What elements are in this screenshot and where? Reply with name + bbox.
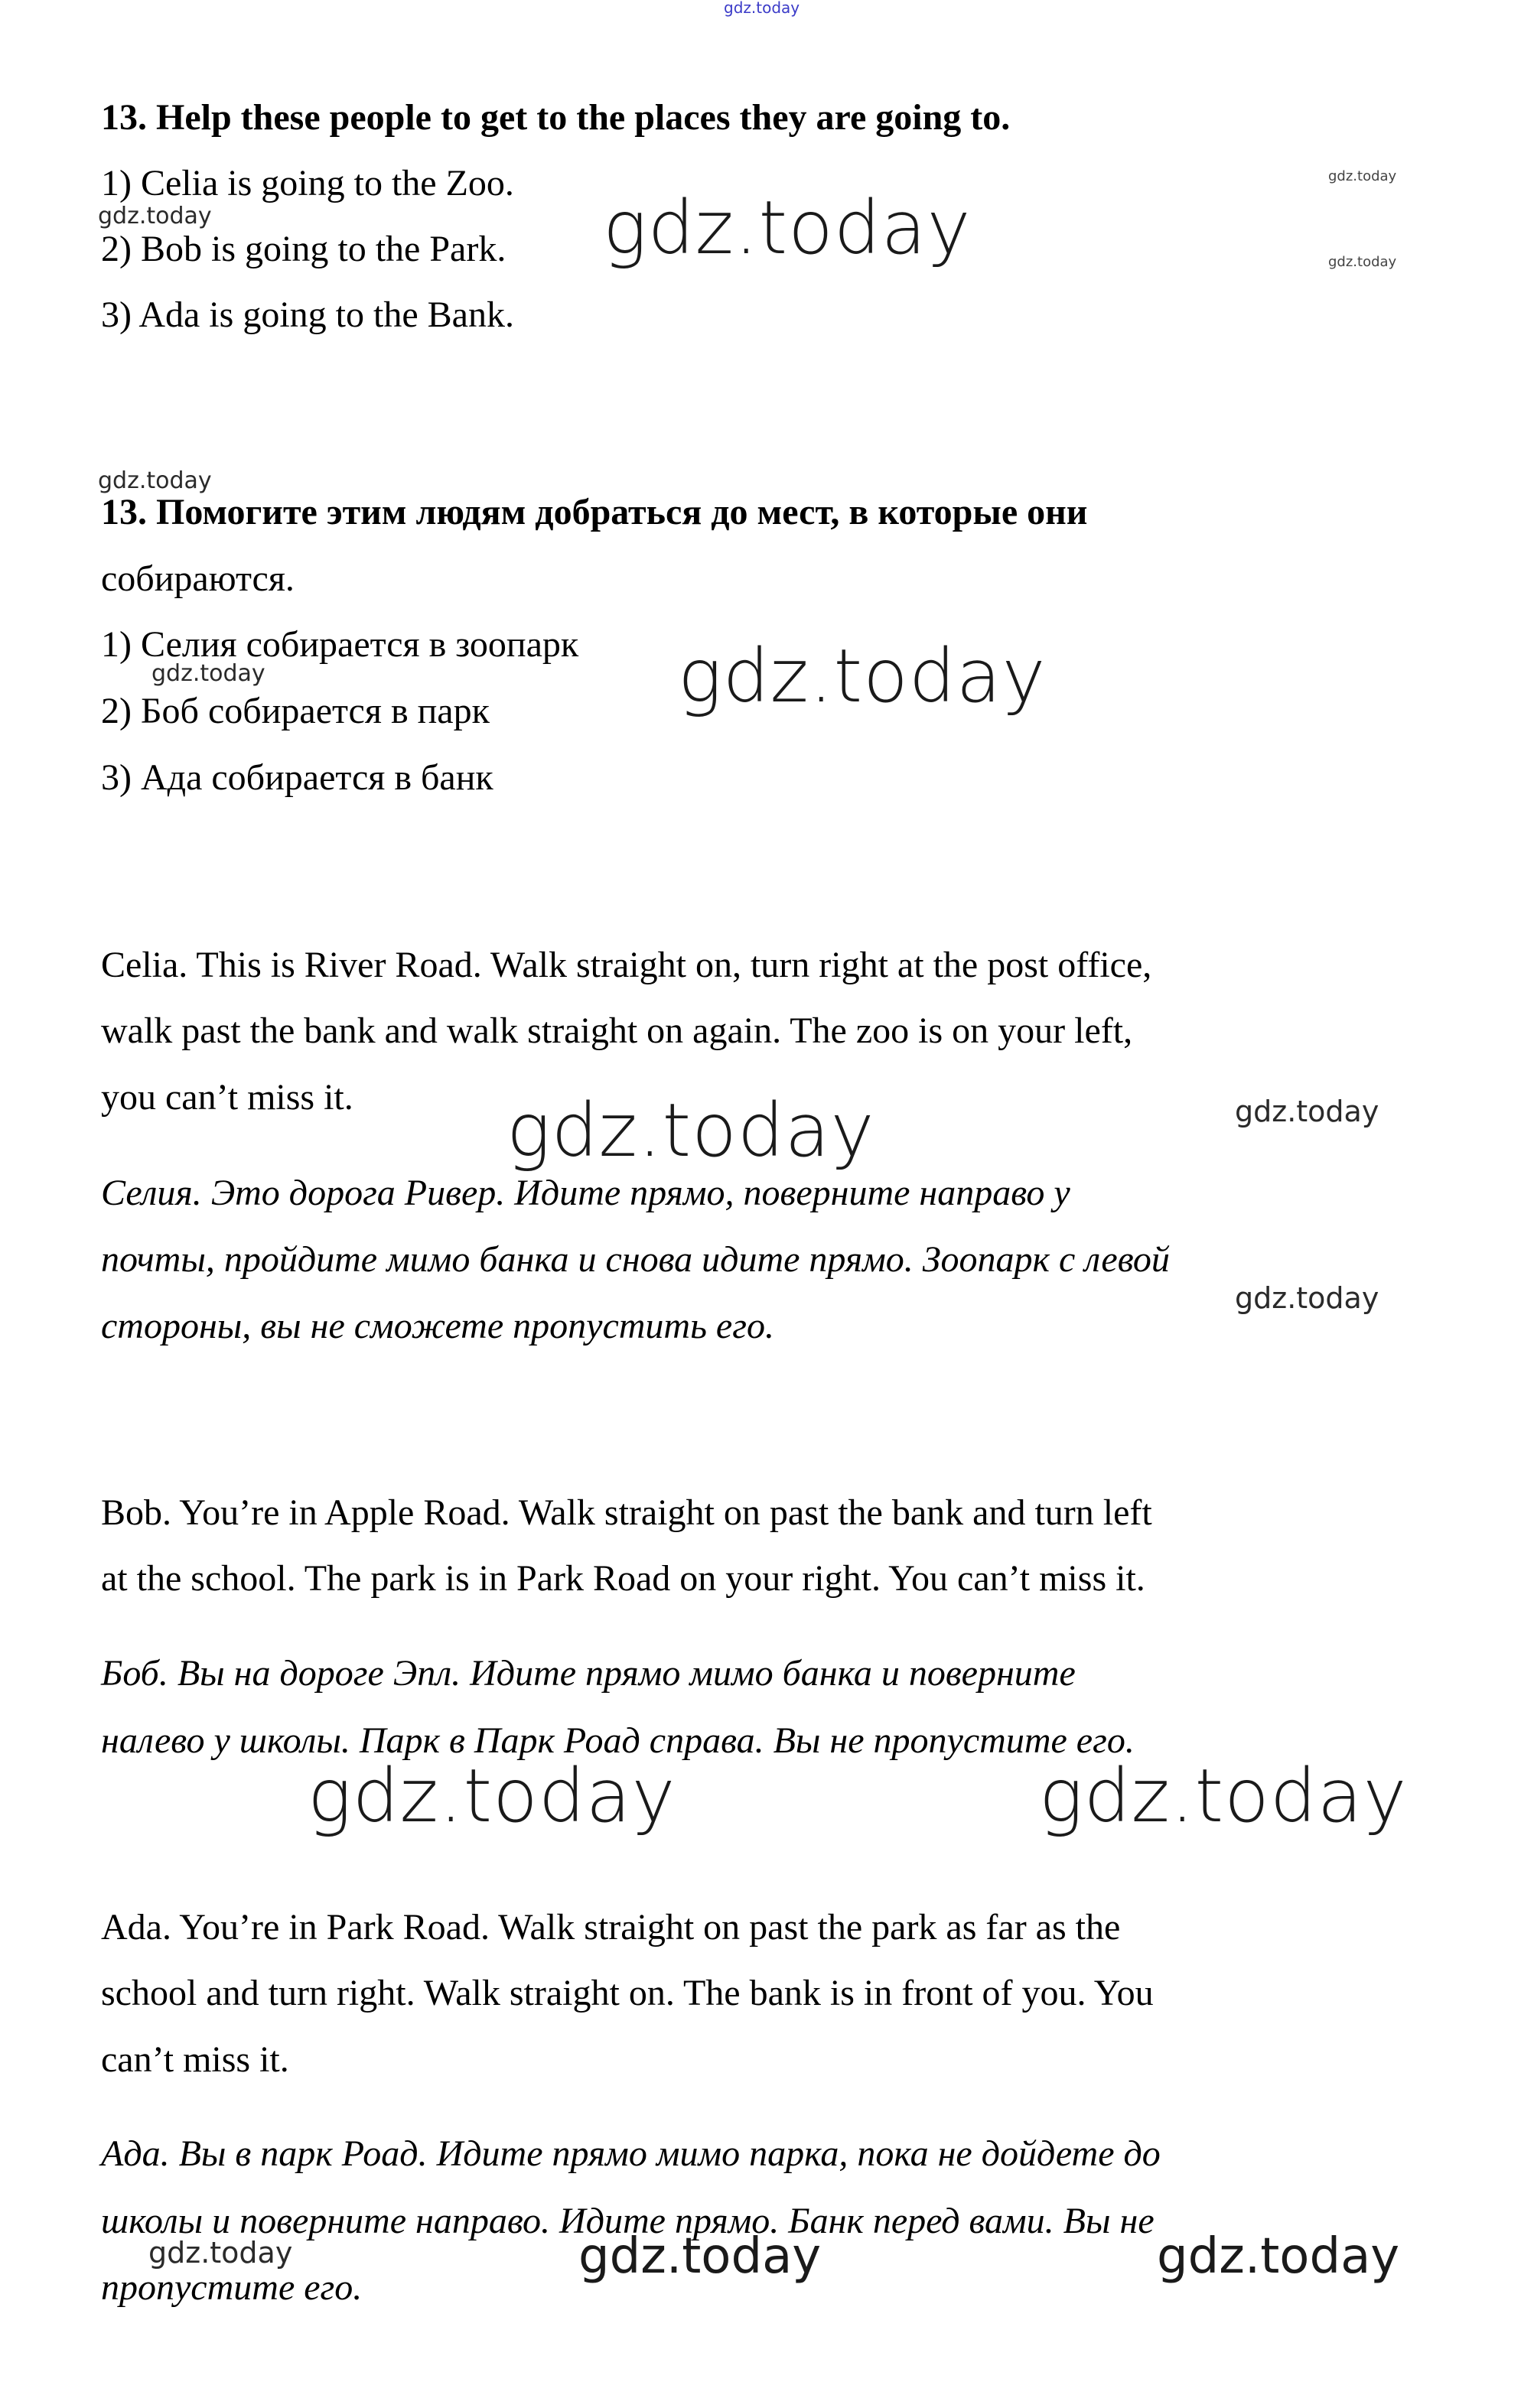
watermark-small-1: gdz.today — [1328, 168, 1397, 184]
watermark-large-2: gdz.today — [678, 633, 1047, 719]
bob-ru-line-1: Боб. Вы на дороге Эпл. Идите прямо мимо банка и поверните — [101, 1653, 1076, 1694]
watermark-medium-2: gdz.today — [1235, 1281, 1379, 1315]
watermark-large-1: gdz.today — [603, 185, 972, 271]
task-heading-ru: 13. Помогите этим людям добраться до мест, в которые они — [101, 492, 1088, 532]
task-item-en-2: 2) Bob is going to the Park. — [101, 229, 506, 269]
ada-ru-line-3: пропустите его. — [101, 2267, 363, 2308]
task-item-en-3: 3) Ada is going to the Bank. — [101, 294, 514, 335]
watermark-medium-3: gdz.today — [148, 2236, 293, 2270]
task-heading-en: 13. Help these people to get to the places they are going to. — [101, 97, 1011, 138]
task-item-ru-1: 1) Селия собирается в зоопарк — [101, 624, 579, 665]
ada-en-line-1: Ada. You’re in Park Road. Walk straight on past the park as far as the — [101, 1907, 1121, 1948]
ada-ru-line-2: школы и поверните направо. Идите прямо. Банк перед вами. Вы не — [101, 2201, 1155, 2241]
celia-ru-line-3: стороны, вы не сможете пропустить его. — [101, 1306, 774, 1346]
celia-en-line-3: you can’t miss it. — [101, 1077, 353, 1118]
task-item-ru-2: 2) Боб собирается в парк — [101, 691, 490, 731]
watermark-large-5: gdz.today — [1039, 1753, 1408, 1839]
celia-en-line-2: walk past the bank and walk straight on again. The zoo is on your left, — [101, 1010, 1133, 1051]
task-heading-ru-cont: собираются. — [101, 558, 295, 599]
celia-en-line-1: Celia. This is River Road. Walk straight on, turn right at the post office, — [101, 945, 1152, 985]
watermark-large-6: gdz.today — [578, 2228, 822, 2285]
ada-ru-line-1: Ада. Вы в парк Роад. Идите прямо мимо парка, пока не дойдете до — [101, 2133, 1161, 2174]
task-item-en-1: 1) Celia is going to the Zoo. — [101, 163, 514, 203]
watermark-top: gdz.today — [724, 0, 800, 17]
bob-ru-line-2: налево у школы. Парк в Парк Роад справа. Вы не пропустите его. — [101, 1720, 1135, 1761]
bob-en-line-2: at the school. The park is in Park Road on your right. You can’t miss it. — [101, 1558, 1145, 1599]
ada-en-line-2: school and turn right. Walk straight on. The bank is in front of you. You — [101, 1973, 1154, 2013]
watermark-small-5: gdz.today — [151, 660, 265, 687]
celia-ru-line-2: почты, пройдите мимо банка и снова идите прямо. Зоопарк с левой — [101, 1239, 1170, 1280]
ada-en-line-3: can’t miss it. — [101, 2039, 289, 2080]
watermark-large-7: gdz.today — [1157, 2228, 1400, 2285]
task-item-ru-3: 3) Ада собирается в банк — [101, 757, 493, 798]
watermark-large-4: gdz.today — [308, 1753, 676, 1839]
watermark-medium-1: gdz.today — [1235, 1095, 1379, 1128]
watermark-small-2: gdz.today — [98, 203, 212, 229]
bob-en-line-1: Bob. You’re in Apple Road. Walk straight on past the bank and turn left — [101, 1492, 1152, 1533]
watermark-small-4: gdz.today — [98, 467, 212, 494]
watermark-small-3: gdz.today — [1328, 254, 1397, 270]
watermark-large-3: gdz.today — [506, 1088, 875, 1173]
celia-ru-line-1: Селия. Это дорога Ривер. Идите прямо, поверните направо у — [101, 1173, 1070, 1213]
